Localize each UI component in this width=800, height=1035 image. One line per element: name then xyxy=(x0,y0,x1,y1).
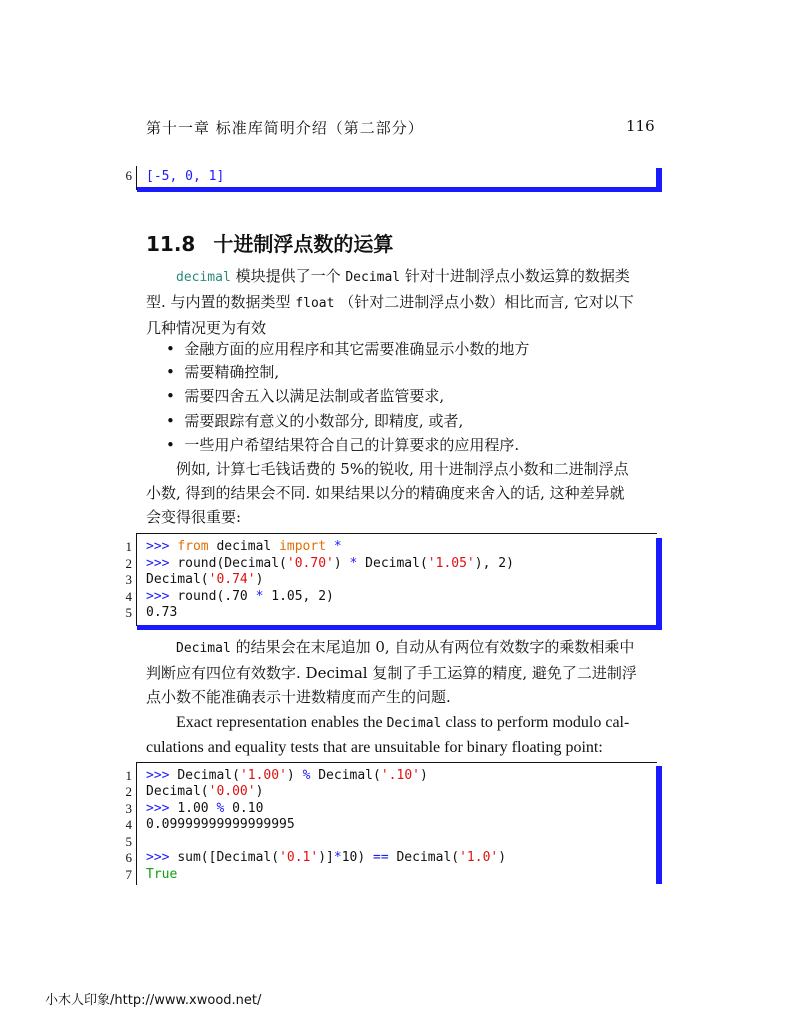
line-number: 7 xyxy=(125,867,132,882)
intro-line-2: 型. 与内置的数据类型 float （针对二进制浮点小数）相比而言, 它对以下 xyxy=(146,293,634,311)
code-line: [-5, 0, 1] xyxy=(146,169,225,184)
english-paragraph: Exact representation enables the Decimal class to perform modulo cal- culations and equality tests that are unsuitable for binary floating point: xyxy=(146,714,630,756)
line-number: 5 xyxy=(125,834,132,849)
code-line: >>> round(.70 * 1.05, 2) xyxy=(146,589,334,604)
bullet-item: • 金融方面的应用程序和其它需要准确显示小数的地方 xyxy=(166,340,530,358)
code-line: Decimal('0.00') xyxy=(146,784,264,799)
line-number: 1 xyxy=(125,539,132,554)
intro-paragraph xyxy=(146,264,656,340)
section-title: 十进制浮点数的运算 xyxy=(213,232,394,256)
code-block-shadow-right xyxy=(656,766,662,884)
code-line: 0.73 xyxy=(146,605,178,620)
after-paragraph: Decimal 的结果会在末尾追加 0, 自动从有两位有效数字的乘数相乘中 判断应有四位有效数字. Decimal 复制了手工运算的精度, 避免了二进制浮 点小数不能准确表示十进数精度而产生的问题. xyxy=(146,638,637,706)
intro-line-1: decimal 模块提供了一个 Decimal 针对十进制浮点小数运算的数据类 xyxy=(176,267,630,285)
line-number: 3 xyxy=(125,801,132,816)
page-number: 116 xyxy=(626,117,655,135)
bullet-item: • 需要精确控制, xyxy=(166,363,280,381)
code-line: 0.09999999999999995 xyxy=(146,817,295,832)
bullet-item: • 一些用户希望结果符合自己的计算要求的应用程序. xyxy=(166,436,520,454)
line-number: 3 xyxy=(125,572,132,587)
code-line: >>> from decimal import * xyxy=(146,539,342,554)
footer-watermark: 小木人印象/http://www.xwood.net/ xyxy=(45,993,262,1008)
intro-line-3: 几种情况更为有效 xyxy=(146,319,267,337)
running-header: 第十一章 标准库简明介绍（第二部分） xyxy=(146,119,424,137)
bullet-item: • 需要跟踪有意义的小数部分, 即精度, 或者, xyxy=(166,412,464,430)
code-block-shadow-bottom xyxy=(137,625,662,630)
section-number: 11.8 xyxy=(146,232,196,256)
section-heading xyxy=(146,228,393,257)
line-number: 6 xyxy=(125,850,132,865)
code-line: >>> Decimal('1.00') % Decimal('.10') xyxy=(146,768,428,783)
line-number: 1 xyxy=(125,768,132,783)
line-number: 2 xyxy=(125,556,132,571)
line-number: 6 xyxy=(125,168,132,183)
module-name: decimal xyxy=(176,270,231,285)
code-line: >>> sum([Decimal('0.1')]*10) == Decimal('1.0') xyxy=(146,850,507,865)
line-number: 2 xyxy=(125,784,132,799)
code-line: >>> round(Decimal('0.70') * Decimal('1.05'), 2) xyxy=(146,556,514,571)
code-block-shadow-right xyxy=(656,538,662,630)
bullet-item: • 需要四舍五入以满足法制或者监管要求, xyxy=(166,387,445,405)
line-number: 4 xyxy=(125,817,132,832)
code-line: True xyxy=(146,867,178,882)
code-line: >>> 1.00 % 0.10 xyxy=(146,801,264,816)
line-number: 5 xyxy=(125,605,132,620)
code-block-shadow-bottom xyxy=(137,187,662,192)
line-number: 4 xyxy=(125,589,132,604)
example-paragraph: 例如, 计算七毛钱话费的 5%的锐收, 用十进制浮点小数和二进制浮点 小数, 得到的结果会不同. 如果结果以分的精确度来舍入的话, 这种差异就 会变得很重要: xyxy=(146,460,629,526)
code-line: Decimal('0.74') xyxy=(146,572,264,587)
